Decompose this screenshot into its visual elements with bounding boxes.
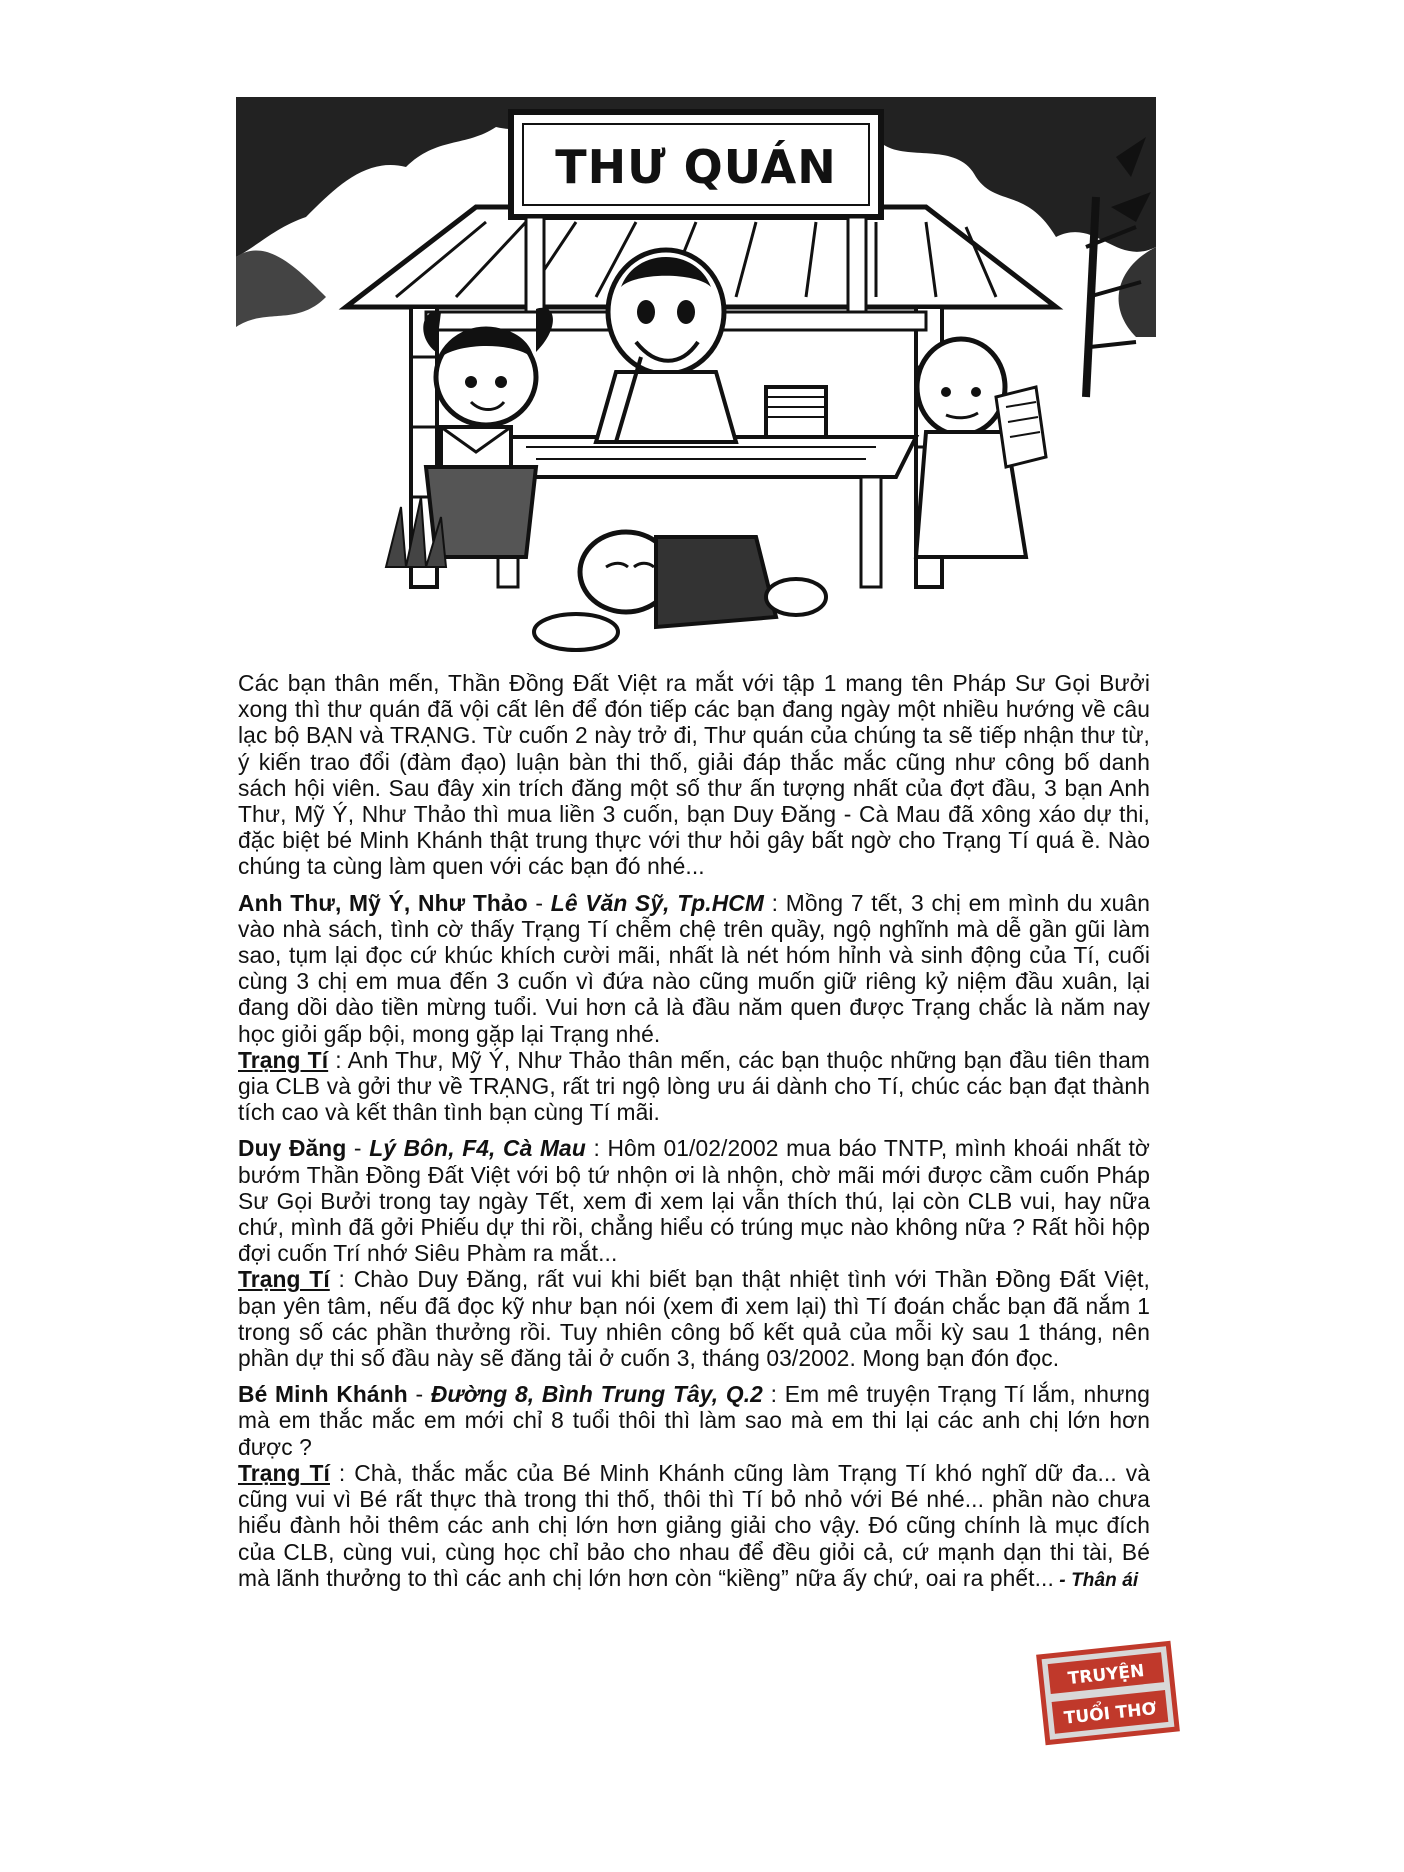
stamp-line-1: TRUYỆN xyxy=(1066,1661,1146,1690)
intro-paragraph: Các bạn thân mến, Thần Đồng Đất Việt ra mắt với tập 1 mang tên Pháp Sư Gọi Bưởi xong thì thư quán đã vội cất lên để đón tiếp các bạn đang ngày một nhiều hướng về câu lạc bộ BẠN và TRẠNG. Từ cuốn 2 này trở đi, Thư quán của chúng ta sẽ tiếp nhận thư từ, ý kiến trao đổi (đàm đạo) luận bàn thi thố, giải đáp thắc mắc cũng như công bố danh sách hội viên. Sau đây xin trích đăng một số thư ấn tượng nhất của đợt đầu, 3 bạn Anh Thư, Mỹ Ý, Như Thảo thì mua liền 3 cuốn, bạn Duy Đăng - Cà Mau đã xông xáo dự thi, đặc biệt bé Minh Khánh thật trung thực với thư hỏi gây bất ngờ cho Trạng Tí quá ề. Nào chúng ta cùng làm quen với các bạn đó nhé... xyxy=(238,670,1150,880)
letter-separator: - xyxy=(346,1135,370,1162)
letter-3 xyxy=(238,1381,1150,1594)
letter-author: Anh Thư, Mỹ Ý, Như Thảo xyxy=(238,889,528,916)
letter-author: Bé Minh Khánh xyxy=(238,1381,408,1408)
letter-colon: : xyxy=(763,889,786,916)
letter-colon: : xyxy=(762,1381,785,1408)
sign-text: THƯ QUÁN xyxy=(555,140,837,194)
reply-colon: : xyxy=(329,1459,355,1486)
reply-body: Chào Duy Đăng, rất vui khi biết bạn thật nhiệt tình với Thần Đồng Đất Việt, bạn yên tâm, nếu đã đọc kỹ như bạn nói (xem đi xem lại) thì Tí đoán chắc bạn đã nắm 1 trong số các phần thưởng rồi. Tuy nhiên công bố kết quả của mỗi kỳ sau 1 tháng, nên phần dự thi số đầu này sẽ đăng tải ở cuốn 3, tháng 03/2002. Mong bạn đón đọc. xyxy=(238,1266,1150,1372)
stamp-line-2: TUỔI THƠ xyxy=(1063,1699,1158,1729)
thu-quan-drawing xyxy=(236,97,1156,657)
letter-1 xyxy=(238,890,1150,1126)
letter-author: Duy Đăng xyxy=(238,1135,347,1162)
letter-body: Em mê truyện Trạng Tí lắm, nhưng mà em thắc mắc em mới chỉ 8 tuổi thôi thì làm sao mà em thi lại các anh chị lớn hơn được ? xyxy=(238,1381,1151,1460)
letter-2 xyxy=(238,1135,1150,1371)
letter-address: Lý Bôn, F4, Cà Mau xyxy=(369,1135,586,1162)
reply-name: Trạng Tí xyxy=(238,1459,330,1486)
letter-separator: - xyxy=(527,889,551,916)
letters-column xyxy=(238,670,1150,1594)
signoff: - Thân ái xyxy=(1053,1569,1139,1591)
letter-colon: : xyxy=(585,1135,608,1162)
letter-separator: - xyxy=(407,1381,431,1408)
reply-name: Trạng Tí xyxy=(238,1046,329,1073)
right-boy-head xyxy=(917,339,1005,435)
reply-colon: : xyxy=(328,1046,348,1073)
reply-body: Anh Thư, Mỹ Ý, Như Thảo thân mến, các bạn thuộc những bạn đầu tiên tham gia CLB và gởi thư về TRẠNG, rất tri ngộ lòng ưu ái dành cho Tí, chúc các bạn đạt thành tích cao và kết thân tình bạn cùng Tí mãi. xyxy=(238,1046,1150,1126)
letter-body: Hôm 01/02/2002 mua báo TNTP, mình khoái nhất tờ bướm Thần Đồng Đất Việt với bộ tứ nhộn ơi là nhộn, chờ mãi mới được cầm cuốn Pháp Sư Gọi Bưởi trong tay ngày Tết, xem đi xem lại vẫn thích thú, lại còn CLB vui, hay nữa chứ, mình đã gởi Phiếu dự thi rồi, chẳng hiểu có trúng mục nào không nữa ? Rất hồi hộp đợi cuốn Trí nhớ Siêu Phàm ra mắt... xyxy=(238,1135,1150,1267)
stamp-logo xyxy=(1033,1638,1183,1748)
thu-quan-illustration xyxy=(236,97,1156,657)
reply-colon: : xyxy=(329,1266,354,1293)
letter-address: Đường 8, Bình Trung Tây, Q.2 xyxy=(430,1381,763,1408)
truyen-tuoi-tho-stamp xyxy=(1033,1638,1183,1748)
reply-name: Trạng Tí xyxy=(238,1266,330,1293)
reply-body: Chà, thắc mắc của Bé Minh Khánh cũng làm Trạng Tí khó nghĩ dữ đa... và cũng vui vì Bé rất thực thà trong thi thố, thôi thì Tí bỏ nhỏ với Bé nhé... phần nào chưa hiểu đành hỏi thêm các anh chị lớn hơn giảng giải cho vậy. Đó cũng chính là mục đích của CLB, cùng vui, cùng học chỉ bảo cho nhau để đều giỏi cả, cứ mạnh dạn thi tài, Bé mà lãnh thưởng to thì các anh chị lớn hơn còn “kiềng” nữa ấy chứ, oai ra phết... xyxy=(238,1459,1150,1591)
letter-body: Mồng 7 tết, 3 chị em mình du xuân vào nhà sách, tình cờ thấy Trạng Tí chễm chệ trên quầy, ngộ nghĩnh mà dễ gần gũi làm sao, tụm lại đọc cứ khúc khích cười mãi, nhất là nét hóm hỉnh và sinh động của Tí, cuối cùng 3 chị em mua đến 3 cuốn vì đứa nào cũng muốn giữ riêng kỷ niệm đầu xuân, lại đang dồi dào tiền mừng tuổi. Vui hơn cả là đầu năm quen được Trạng chắc là năm nay học giỏi gấp bội, mong gặp lại Trạng nhé. xyxy=(238,889,1150,1047)
letter-address: Lê Văn Sỹ, Tp.HCM xyxy=(550,889,764,916)
